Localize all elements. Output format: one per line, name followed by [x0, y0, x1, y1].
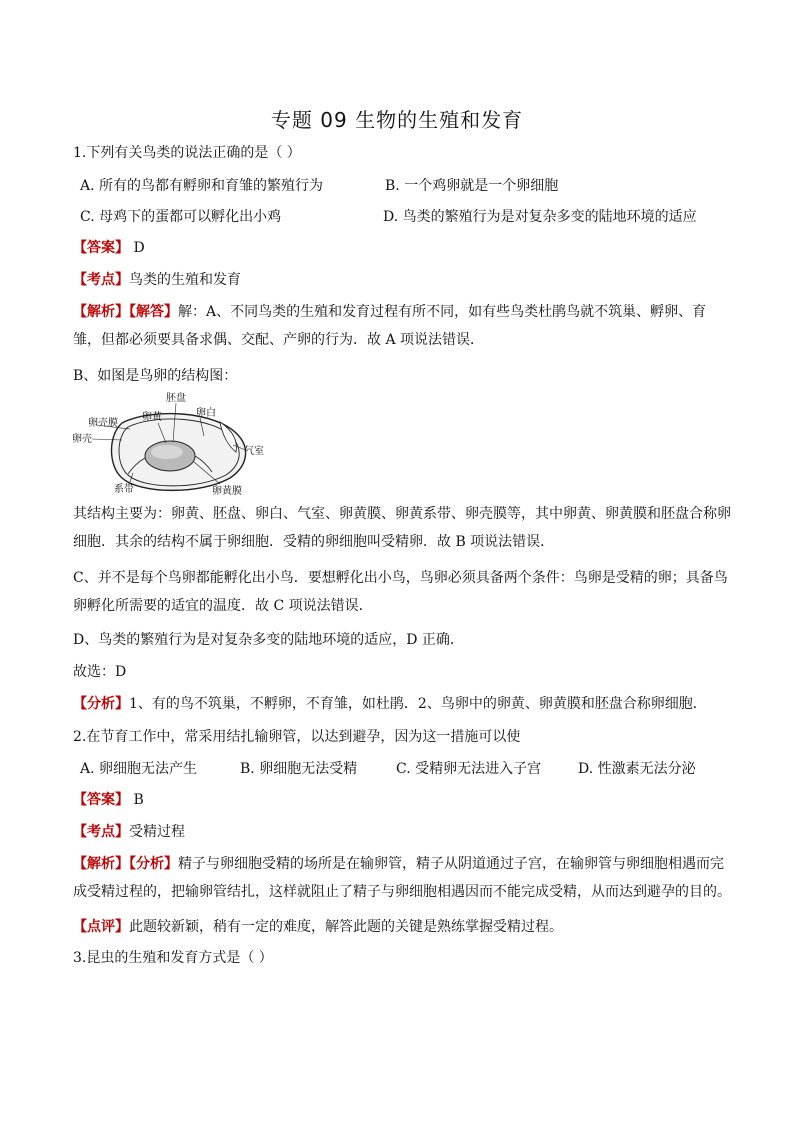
- label-shell-membrane: 卵壳膜: [88, 418, 118, 429]
- q1-answer-tag: 【答案】: [73, 240, 129, 256]
- q1-fenxi-text: 1、有的鸟不筑巢，不孵卵，不育雏，如杜鹃．2、鸟卵中的卵黄、卵黄膜和胚盘合称卵细胞．: [129, 696, 707, 712]
- q1-option-c: C. 母鸡下的蛋都可以孵化出小鸡: [80, 209, 282, 225]
- q2-answer-tag: 【答案】: [73, 792, 129, 808]
- page-title: 专题 09 生物的生殖和发育: [270, 108, 524, 132]
- q1-stem: 1.下列有关鸟类的说法正确的是（ ）: [73, 145, 301, 161]
- q1-analysis-b-intro: B、如图是鸟卵的结构图：: [73, 368, 238, 384]
- q2-point-value: 受精过程: [129, 824, 185, 840]
- q1-option-d: D. 鸟类的繁殖行为是对复杂多变的陆地环境的适应: [383, 209, 697, 225]
- q2-point-tag: 【考点】: [73, 824, 129, 840]
- label-chalaza: 系带: [114, 484, 134, 495]
- q1-analysis-c: C、并不是每个鸟卵都能孵化出小鸟．要想孵化出小鸟，鸟卵必须具备两个条件：鸟卵是受精的卵；具备鸟卵孵化所需要的适宜的温度．故 C 项说法错误．: [73, 570, 728, 614]
- q2-comment: [73, 917, 563, 937]
- q1-analysis-b: 其结构主要为：卵黄、胚盘、卵白、气室、卵黄膜、卵黄系带、卵壳膜等，其中卵黄、卵黄膜和胚盘合称卵细胞．其余的结构不属于卵细胞．受精的卵细胞叫受精卵．故 B 项说法错误．: [73, 506, 731, 550]
- q1-option-b: B. 一个鸡卵就是一个卵细胞: [385, 178, 559, 194]
- yolk-highlight: [151, 445, 183, 459]
- label-air-cell: 气室: [244, 446, 264, 457]
- q2-option-b: B. 卵细胞无法受精: [240, 761, 358, 777]
- q3-stem: 3.昆虫的生殖和发育方式是（ ）: [73, 950, 273, 966]
- label-yolk-membrane: 卵黄膜: [212, 486, 242, 497]
- label-yolk: 卵黄: [142, 412, 162, 423]
- q1-point: [73, 270, 241, 290]
- q2-answer: [73, 790, 144, 810]
- q2-analysis-tag: 【解析】【分析】: [73, 856, 178, 872]
- q2-analysis: [73, 850, 733, 906]
- q1-point-tag: 【考点】: [73, 272, 129, 288]
- q1-analysis-a-text: 解：A、不同鸟类的生殖和发育过程有所不同，如有些鸟类杜鹃鸟就不筑巢、孵卵、育雏，但都必须要具备求偶、交配、产卵的行为．故 A 项说法错误．: [73, 304, 707, 348]
- label-albumen: 卵白: [196, 408, 216, 419]
- q2-comment-text: 此题较新颖，稍有一定的难度，解答此题的关键是熟练掌握受精过程。: [129, 919, 563, 935]
- q2-comment-tag: 【点评】: [73, 919, 129, 935]
- q2-stem: 2.在节育工作中，常采用结扎输卵管，以达到避孕，因为这一措施可以使: [73, 729, 521, 745]
- q1-analysis-tag: 【解析】【解答】: [73, 304, 178, 320]
- q1-answer: [73, 238, 145, 258]
- q2-option-c: C. 受精卵无法进入子宫: [396, 761, 542, 777]
- q1-answer-value: D: [133, 240, 145, 256]
- q2-analysis-text: 精子与卵细胞受精的场所是在输卵管，精子从阴道通过子宫，在输卵管与卵细胞相遇而完成受精过程的，把输卵管结扎，这样就阻止了精子与卵细胞相遇因而不能完成受精，从而达到避孕的目的。: [73, 856, 731, 900]
- q1-choose: 故选：D: [73, 664, 127, 680]
- q1-analysis-a: [73, 298, 733, 354]
- q2-point: [73, 822, 185, 842]
- q1-option-a: A. 所有的鸟都有孵卵和育雏的繁殖行为: [80, 178, 324, 194]
- q1-analysis-d: D、鸟类的繁殖行为是对复杂多变的陆地环境的适应，D 正确．: [73, 632, 464, 648]
- q2-option-a: A. 卵细胞无法产生: [80, 761, 198, 777]
- q1-point-value: 鸟类的生殖和发育: [129, 272, 241, 288]
- q2-option-d: D. 性激素无法分泌: [578, 761, 696, 777]
- label-shell: 卵壳: [72, 434, 92, 445]
- egg-structure-diagram: [70, 390, 270, 500]
- q1-fenxi: [73, 694, 707, 714]
- label-germinal-disc: 胚盘: [166, 393, 186, 404]
- q2-answer-value: B: [133, 792, 144, 808]
- q1-fenxi-tag: 【分析】: [73, 696, 129, 712]
